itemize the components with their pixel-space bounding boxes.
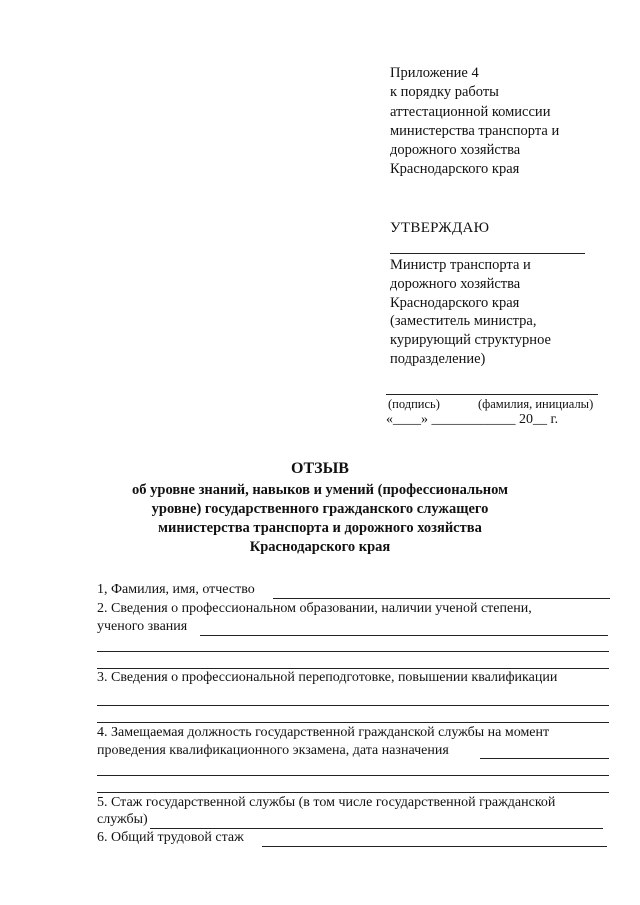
appendix-line: аттестационной комиссии <box>390 103 551 120</box>
subtitle-line: об уровне знаний, навыков и умений (профессиональном <box>132 482 508 498</box>
signature-caption: (подпись) <box>388 397 440 411</box>
form-item-4-field[interactable] <box>97 775 609 776</box>
subtitle-line: Краснодарского края <box>249 539 391 555</box>
minister-line: дорожного хозяйства <box>390 275 521 292</box>
form-item-5-label-cont: службы) <box>97 812 148 827</box>
approval-heading: УТВЕРЖДАЮ <box>390 220 490 236</box>
form-item-4-label: 4. Замещаемая должность государственной гражданской службы на момент <box>97 725 550 740</box>
appendix-line: дорожного хозяйства <box>390 142 521 159</box>
form-item-6-field[interactable] <box>262 846 607 847</box>
form-item-5-field[interactable] <box>150 828 603 829</box>
form-item-3-field[interactable] <box>97 722 609 723</box>
name-caption: (фамилия, инициалы) <box>478 397 594 411</box>
appendix-block <box>390 64 559 180</box>
form-item-4-label-cont: проведения квалификационного экзамена, дата назначения <box>97 743 449 758</box>
form-item-2-field[interactable] <box>97 668 609 669</box>
form-item-4-field[interactable] <box>480 758 609 759</box>
minister-line: (заместитель министра, <box>390 313 537 330</box>
appendix-line: министерства транспорта и <box>390 122 560 139</box>
form-item-1-label: 1, Фамилия, имя, отчество <box>97 582 255 597</box>
document-title: ОТЗЫВ <box>291 460 349 477</box>
document-subtitle <box>0 481 640 557</box>
form-item-2-label-cont: ученого звания <box>97 619 188 634</box>
form-item-3-label: 3. Сведения о профессиональной переподготовке, повышении квалификации <box>97 670 558 685</box>
subtitle-line: уровне) государственного гражданского служащего <box>151 501 489 517</box>
subtitle-line: министерства транспорта и дорожного хозяйства <box>158 520 482 536</box>
form-item-2-field[interactable] <box>97 651 609 652</box>
approval-signature-line <box>390 253 585 254</box>
form-item-5-label: 5. Стаж государственной службы (в том числе государственной гражданской <box>97 795 556 810</box>
appendix-line: Приложение 4 <box>390 65 479 81</box>
appendix-line: Краснодарского края <box>390 161 520 178</box>
minister-block <box>390 256 551 369</box>
form-item-3-field[interactable] <box>97 705 609 706</box>
approval-date-line: «____» ____________ 20__ г. <box>386 412 559 427</box>
minister-line: Краснодарского края <box>390 294 520 311</box>
minister-line: подразделение) <box>390 350 486 367</box>
appendix-line: к порядку работы <box>390 84 499 101</box>
form-item-2-label: 2. Сведения о профессиональном образовании, наличии ученой степени, <box>97 601 532 616</box>
form-item-4-field[interactable] <box>97 792 609 793</box>
signature-name-line <box>386 394 598 395</box>
minister-line: курирующий структурное <box>390 332 551 349</box>
form-item-1-field[interactable] <box>273 598 610 599</box>
form-item-6-label: 6. Общий трудовой стаж <box>97 830 244 845</box>
form-item-2-field[interactable] <box>200 635 608 636</box>
minister-line: Министр транспорта и <box>390 257 531 273</box>
